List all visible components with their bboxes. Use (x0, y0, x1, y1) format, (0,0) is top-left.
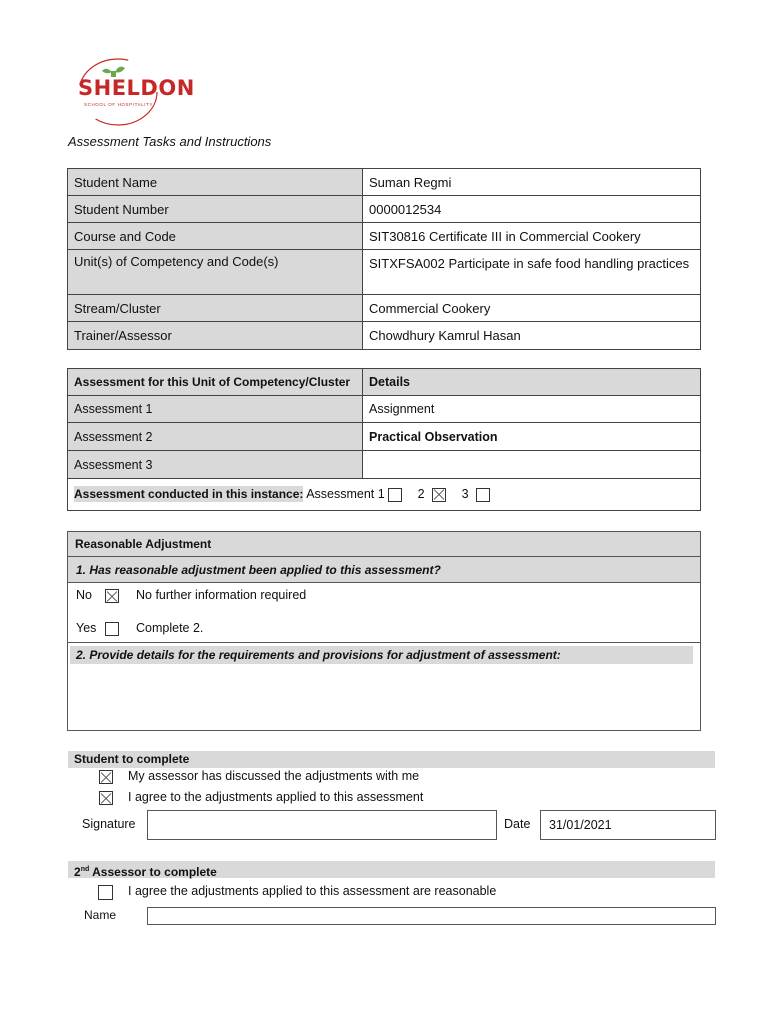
stream-cluster-value: Commercial Cookery (363, 295, 701, 322)
reasonable-agree-text: I agree the adjustments applied to this assessment are reasonable (128, 884, 497, 898)
assessment-1-value: Assignment (363, 396, 701, 423)
student-complete-title: Student to complete (68, 751, 715, 768)
second-assessor-title-sup: nd (80, 866, 90, 873)
question-1: 1. Has reasonable adjustment been applied to this assessment? (68, 557, 700, 583)
name-field[interactable] (147, 907, 716, 925)
course-code-label: Course and Code (68, 223, 363, 250)
trainer-assessor-label: Trainer/Assessor (68, 322, 363, 350)
trainer-assessor-value: Chowdhury Kamrul Hasan (363, 322, 701, 350)
no-text: No further information required (136, 588, 307, 602)
reasonable-adjustment-section (67, 531, 701, 731)
unit-competency-label: Unit(s) of Competency and Code(s) (68, 250, 363, 295)
name-label: Name (84, 908, 117, 922)
sheldon-logo (72, 56, 195, 128)
student-name-label: Student Name (68, 169, 363, 196)
section-divider (68, 642, 700, 643)
student-name-value: Suman Regmi (363, 169, 701, 196)
discussed-text: My assessor has discussed the adjustments with me (128, 769, 420, 783)
second-assessor-title (68, 861, 715, 878)
assessment-2-checkbox[interactable] (432, 488, 446, 502)
logo-wordmark: SHELDON (78, 76, 195, 100)
second-assessor-title-suffix: Assessor to complete (89, 865, 217, 879)
logo-subtitle: SCHOOL OF HOSPITALITY (84, 102, 154, 107)
yes-text: Complete 2. (136, 621, 204, 635)
unit-competency-value: SITXFSA002 Participate in safe food handling practices (363, 250, 701, 295)
date-label: Date (504, 817, 531, 831)
assessment-2-label: Assessment 2 (68, 423, 363, 451)
agree-checkbox[interactable] (99, 791, 113, 805)
yes-checkbox[interactable] (105, 622, 119, 636)
assessment-1-checkbox[interactable] (388, 488, 402, 502)
course-code-value: SIT30816 Certificate III in Commercial Cookery (363, 223, 701, 250)
assessment-header-right: Details (363, 369, 701, 396)
no-label: No (76, 588, 92, 602)
assessment-2-value: Practical Observation (363, 423, 701, 451)
student-info-table (67, 168, 701, 350)
assessment-table (67, 368, 701, 511)
conducted-option-3-label: 3 (461, 487, 469, 502)
signature-label: Signature (82, 817, 136, 831)
assessment-1-label: Assessment 1 (68, 396, 363, 423)
yes-label: Yes (76, 621, 97, 635)
conducted-option-2-label: 2 (417, 487, 425, 502)
assessment-conducted-row (68, 479, 701, 511)
agree-text: I agree to the adjustments applied to this assessment (128, 790, 424, 804)
second-assessor-title-prefix: 2 (74, 865, 81, 879)
reasonable-agree-checkbox[interactable] (98, 885, 113, 900)
student-number-label: Student Number (68, 196, 363, 223)
reasonable-adjustment-title: Reasonable Adjustment (68, 532, 700, 557)
assessment-3-value (363, 451, 701, 479)
no-checkbox[interactable] (105, 589, 119, 603)
signature-field[interactable] (147, 810, 497, 840)
conducted-option-1-label: Assessment 1 (306, 487, 385, 502)
adjustment-details-area[interactable] (70, 666, 696, 728)
date-value: 31/01/2021 (549, 818, 612, 832)
conducted-label: Assessment conducted in this instance: (74, 487, 304, 502)
question-2: 2. Provide details for the requirements and provisions for adjustment of assessment: (70, 646, 693, 664)
assessment-3-label: Assessment 3 (68, 451, 363, 479)
date-field[interactable] (540, 810, 716, 840)
student-number-value: 0000012534 (363, 196, 701, 223)
discussed-checkbox[interactable] (99, 770, 113, 784)
page-title: Assessment Tasks and Instructions (68, 134, 272, 149)
assessment-header-left: Assessment for this Unit of Competency/Cluster (68, 369, 363, 396)
stream-cluster-label: Stream/Cluster (68, 295, 363, 322)
assessment-3-checkbox[interactable] (476, 488, 490, 502)
